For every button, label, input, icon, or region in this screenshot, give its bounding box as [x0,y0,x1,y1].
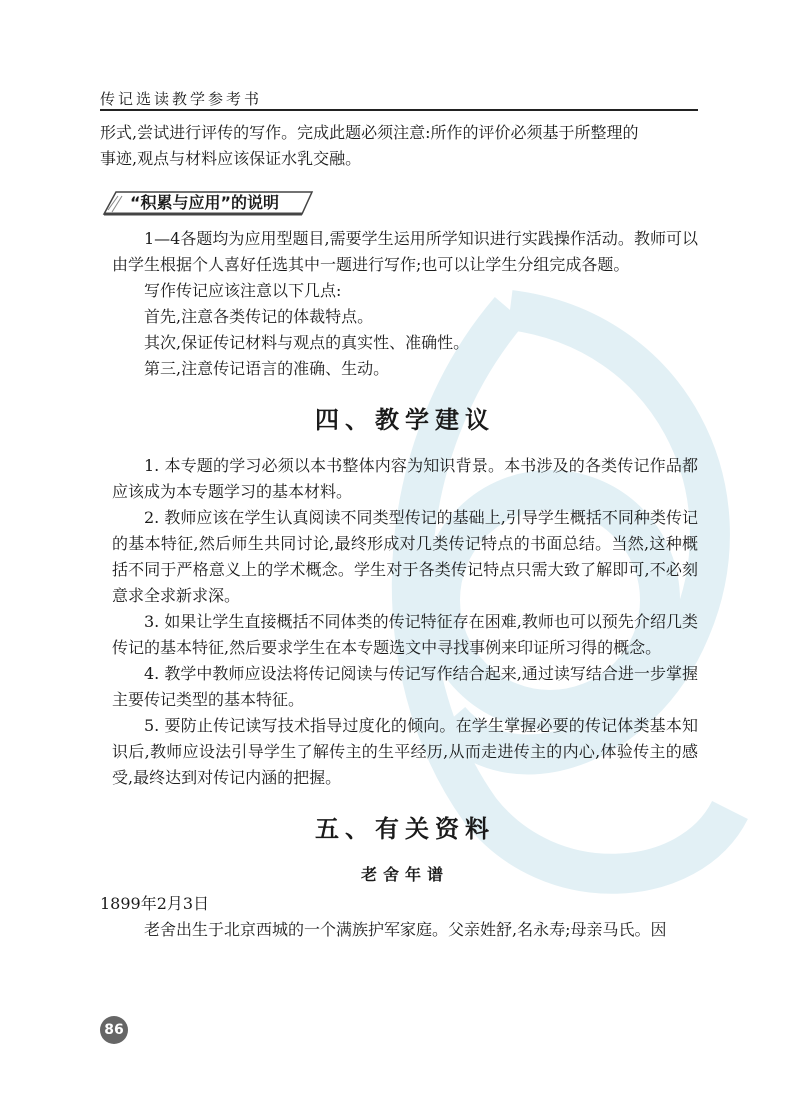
suggestion-item: 3. 如果让学生直接概括不同体类的传记特征存在困难,教师也可以预先介绍几类传记的基本特征,然后要求学生在本专题选文中寻找事例来印证所习得的概念。 [112,612,698,657]
page-number: 86 [100,1016,128,1044]
accumulate-paragraph: 第三,注意传记语言的准确、生动。 [144,359,390,378]
page-content [100,120,698,943]
section-banner [112,184,698,220]
accumulate-paragraph: 1—4各题均为应用型题目,需要学生运用所学知识进行实践操作活动。教师可以由学生根据个人喜好任选其中一题进行写作;也可以让学生分组完成各题。 [112,229,698,274]
chronology-text: 老舍出生于北京西城的一个满族护军家庭。父亲姓舒,名永寿;母亲马氏。因 [144,920,667,939]
section-title: 四、教学建议 [315,406,495,434]
suggestion-item: 2. 教师应该在学生认真阅读不同类型传记的基础上,引导学生概括不同种类传记的基本特征,然后师生共同讨论,最终形成对几类传记特点的书面总结。当然,这种概括不同于严格意义上的学术概念。学生对于各类传记特点只需大致了解即可,不必刻意求全求新求深。 [112,508,698,605]
suggestion-item: 5. 要防止传记读写技术指导过度化的倾向。在学生掌握必要的传记体类基本知识后,教师应设法引导学生了解传主的生平经历,从而走进传主的内心,体验传主的感受,最终达到对传记内涵的把握。 [112,716,698,787]
accumulate-paragraph: 写作传记应该注意以下几点: [144,281,342,300]
chronology-date: 1899年2月3日 [100,894,210,913]
banner-label: “积累与应用”的说明 [130,193,280,212]
accumulate-paragraph: 其次,保证传记材料与观点的真实性、准确性。 [144,333,470,352]
subsection-title: 老舍年谱 [360,865,449,884]
top-paragraph-line2: 事迹,观点与材料应该保证水乳交融。 [100,149,362,168]
top-paragraph-line1: 形式,尝试进行评传的写作。完成此题必须注意:所作的评价必须基于所整理的 [100,123,639,142]
suggestion-item: 4. 教学中教师应设法将传记阅读与传记写作结合起来,通过读写结合进一步掌握主要传记类型的基本特征。 [112,664,698,709]
section-title: 五、有关资料 [315,815,495,843]
page-header: 传记选读教学参考书 [100,90,263,108]
accumulate-paragraph: 首先,注意各类传记的体裁特点。 [144,307,374,326]
suggestion-item: 1. 本专题的学习必须以本书整体内容为知识背景。本书涉及的各类传记作品都应该成为本专题学习的基本材料。 [112,456,698,501]
header-rule [100,109,698,111]
